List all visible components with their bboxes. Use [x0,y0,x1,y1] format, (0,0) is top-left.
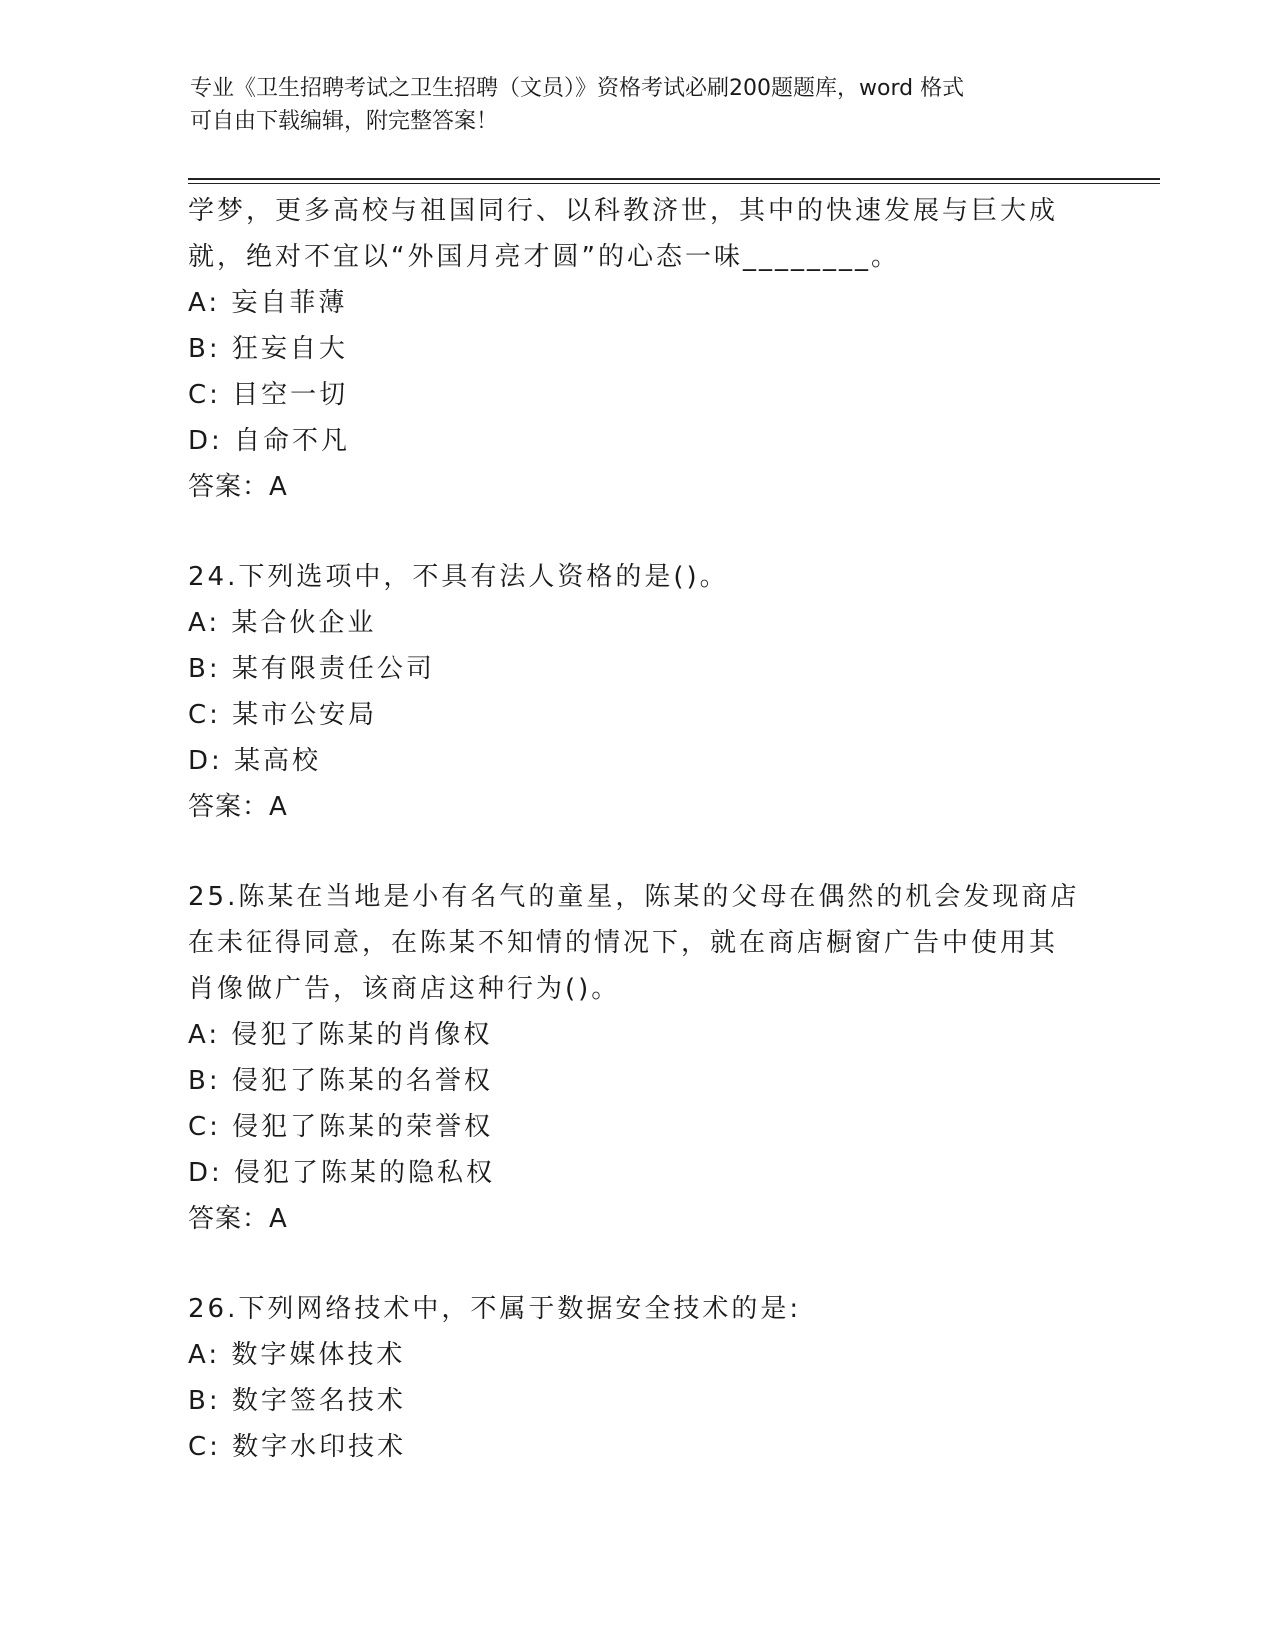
option-d: D: 某高校 [188,746,322,776]
option-c: C: 数字水印技术 [188,1432,407,1462]
question-text: 25.陈某在当地是小有名气的童星，陈某的父母在偶然的机会发现商店 [188,882,1080,912]
header-line-1: 专业《卫生招聘考试之卫生招聘（文员）》资格考试必刷200题题库，word 格式 [190,76,965,101]
answer: 答案：A [188,472,288,502]
question-text: 24.下列选项中，不具有法人资格的是()。 [188,562,729,592]
option-b: B: 某有限责任公司 [188,654,435,684]
header-line-2: 可自由下载编辑，附完整答案！ [190,109,499,134]
option-b: B: 侵犯了陈某的名誉权 [188,1066,493,1096]
option-b: B: 数字签名技术 [188,1386,406,1416]
option-d: D: 侵犯了陈某的隐私权 [188,1158,496,1188]
question-text: 就，绝对不宜以“外国月亮才圆”的心态一味________。 [188,242,900,272]
question-25 [188,874,1088,1242]
answer: 答案：A [188,792,288,822]
question-23 [188,188,1088,510]
document-body [188,188,1088,1470]
option-a: A: 某合伙企业 [188,608,377,638]
option-a: A: 数字媒体技术 [188,1340,406,1370]
option-a: A: 妄自菲薄 [188,288,348,318]
question-text: 学梦，更多高校与祖国同行、以科教济世，其中的快速发展与巨大成 [188,196,1059,226]
header-rule-thick [188,178,1160,180]
header-rule-thin [188,183,1160,184]
option-c: C: 目空一切 [188,380,349,410]
answer: 答案：A [188,1204,288,1234]
question-26 [188,1286,1088,1470]
question-text: 26.下列网络技术中，不属于数据安全技术的是: [188,1294,802,1324]
question-24 [188,554,1088,830]
question-text: 在未征得同意，在陈某不知情的情况下，就在商店橱窗广告中使用其 [188,928,1059,958]
option-c: C: 侵犯了陈某的荣誉权 [188,1112,494,1142]
option-a: A: 侵犯了陈某的肖像权 [188,1020,493,1050]
question-text: 肖像做广告，该商店这种行为()。 [188,974,621,1004]
document-header [190,72,1090,138]
option-d: D: 自命不凡 [188,426,351,456]
option-b: B: 狂妄自大 [188,334,348,364]
option-c: C: 某市公安局 [188,700,378,730]
